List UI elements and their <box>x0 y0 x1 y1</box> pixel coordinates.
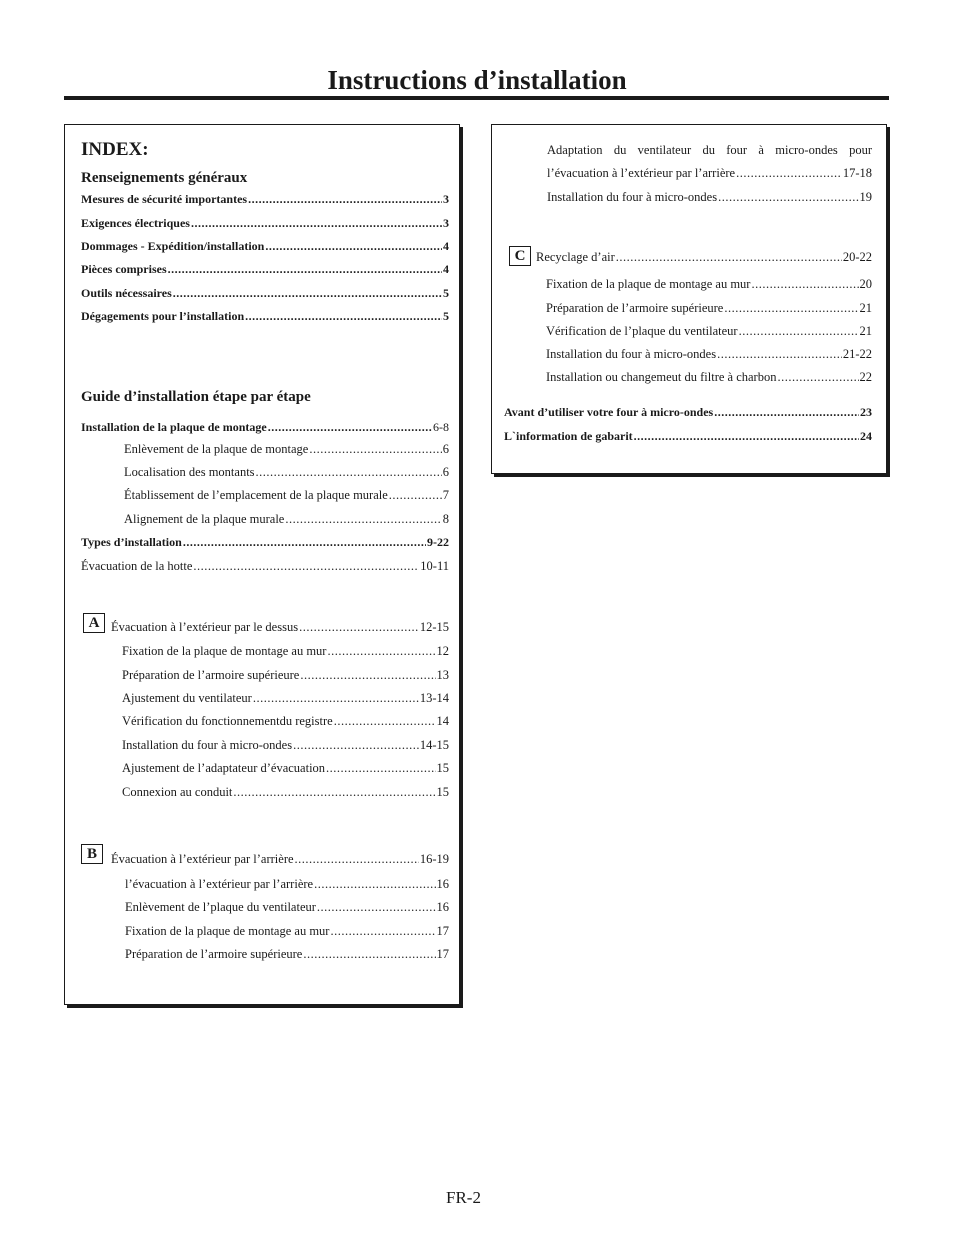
leader-dots <box>299 619 419 635</box>
leader-dots <box>303 946 435 962</box>
toc-entry-label: Recyclage d’air <box>536 250 615 264</box>
toc-entry-page: 20 <box>859 277 872 291</box>
toc-entry-page: 16 <box>436 877 449 891</box>
toc-entry-label: Préparation de l’armoire supérieure <box>122 668 300 682</box>
toc-entry-page: 5 <box>443 309 449 323</box>
section-tag-a: A <box>83 613 105 633</box>
toc-entry-label: Fixation de la plaque de montage au mur <box>125 924 330 938</box>
toc-entry-label: l’évacuation à l’extérieur par l’arrière <box>125 877 314 891</box>
toc-entry-label: Évacuation de la hotte <box>81 559 193 573</box>
step-guide-heading: Guide d’installation étape par étape <box>81 389 311 405</box>
leader-dots <box>616 249 842 265</box>
toc-entry-page: 8 <box>442 512 449 526</box>
toc-entry-page: 17-18 <box>842 166 872 180</box>
leader-dots <box>718 189 858 205</box>
toc-entry-page: 16 <box>436 900 449 914</box>
toc-entry-page: 4 <box>443 239 449 253</box>
toc-subentry[interactable] <box>124 441 449 457</box>
toc-entry-page: 6-8 <box>433 420 449 434</box>
leader-dots <box>751 276 858 292</box>
toc-entry-page: 15 <box>436 785 449 799</box>
toc-entry[interactable] <box>504 404 872 420</box>
toc-entry[interactable] <box>504 428 872 444</box>
leader-dots <box>285 511 441 527</box>
toc-entry-label: Types d’installation <box>81 535 182 549</box>
toc-entry-label: Enlèvement de l’plaque du ventilateur <box>125 900 316 914</box>
toc-entry-page: 7 <box>442 488 449 502</box>
toc-entry-label: Connexion au conduit <box>122 785 233 799</box>
toc-entry-label: Enlèvement de la plaque de montage <box>124 442 309 456</box>
toc-entry[interactable] <box>81 238 449 254</box>
toc-entry-page: 3 <box>443 192 449 206</box>
section-tag-b: B <box>81 844 103 864</box>
toc-entry[interactable] <box>81 534 449 550</box>
toc-entry-label: Établissement de l’emplacement de la plaque murale <box>124 488 388 502</box>
toc-entry-label: Dommages - Expédition/installation <box>81 239 265 253</box>
leader-dots <box>233 784 435 800</box>
toc-subentry[interactable] <box>122 713 449 729</box>
toc-entry-page: 5 <box>443 286 449 300</box>
toc-entry-page: 13 <box>436 668 449 682</box>
leader-dots <box>739 323 859 339</box>
leader-dots <box>295 851 419 867</box>
leader-dots <box>717 346 842 362</box>
leader-dots <box>268 419 432 435</box>
toc-entry[interactable] <box>81 285 449 301</box>
toc-entry-label: Fixation de la plaque de montage au mur <box>546 277 751 291</box>
toc-subentry[interactable] <box>546 369 872 385</box>
leader-dots <box>265 238 442 254</box>
toc-entry-page: 14-15 <box>419 738 449 752</box>
toc-entry[interactable] <box>111 619 449 635</box>
toc-entry-page: 12 <box>436 644 449 658</box>
toc-entry-label: Installation ou changemeut du filtre à charbon <box>546 370 777 384</box>
leader-dots <box>248 191 442 207</box>
leader-dots <box>777 369 858 385</box>
toc-entry-label: L`information de gabarit <box>504 429 633 443</box>
toc-entry[interactable] <box>536 249 872 265</box>
toc-subentry[interactable] <box>546 300 872 316</box>
toc-entry-label: Outils nécessaires <box>81 286 172 300</box>
toc-subentry[interactable] <box>547 165 872 181</box>
toc-entry-page: 23 <box>860 405 872 419</box>
toc-entry-page: 17 <box>436 947 449 961</box>
toc-entry-page: 10-11 <box>420 559 449 573</box>
toc-entry-page: 20-22 <box>842 250 872 264</box>
leader-dots <box>300 667 435 683</box>
leader-dots <box>736 165 842 181</box>
leader-dots <box>334 713 436 729</box>
leader-dots <box>330 923 435 939</box>
toc-entry-label: Évacuation à l’extérieur par le dessus <box>111 620 299 634</box>
toc-entry-label: Pièces comprises <box>81 262 167 276</box>
toc-entry[interactable] <box>81 191 449 207</box>
leader-dots <box>168 261 442 277</box>
toc-entry-page: 6 <box>442 465 449 479</box>
index-box-left <box>64 124 460 1005</box>
toc-entry-page: 19 <box>859 190 872 204</box>
toc-subentry[interactable] <box>122 643 449 659</box>
toc-entry-page: 17 <box>436 924 449 938</box>
toc-entry-page: 21 <box>859 324 872 338</box>
toc-entry[interactable] <box>81 558 449 574</box>
leader-dots <box>714 404 859 420</box>
toc-subentry[interactable] <box>122 667 449 683</box>
toc-entry-label: Alignement de la plaque murale <box>124 512 285 526</box>
toc-subentry[interactable] <box>125 899 449 915</box>
toc-subentry[interactable] <box>546 276 872 292</box>
toc-entry-page: 14 <box>436 714 449 728</box>
toc-entry-label: Exigences électriques <box>81 216 190 230</box>
leader-dots <box>193 558 419 574</box>
toc-entry-label: Installation du four à micro-ondes <box>122 738 293 752</box>
toc-entry-label: Dégagements pour l’installation <box>81 309 245 323</box>
toc-entry-label: Avant d’utiliser votre four à micro-ondes <box>504 405 714 419</box>
toc-entry-label: Vérification du fonctionnementdu registre <box>122 714 333 728</box>
toc-entry-label: Mesures de sécurité importantes <box>81 192 248 206</box>
toc-entry-label: Fixation de la plaque de montage au mur <box>122 644 327 658</box>
index-box-right <box>491 124 887 474</box>
toc-entry-page: 6 <box>442 442 449 456</box>
toc-subentry[interactable] <box>122 737 449 753</box>
leader-dots <box>634 428 859 444</box>
toc-entry-page: 4 <box>443 262 449 276</box>
toc-entry-page: 15 <box>436 761 449 775</box>
toc-subentry[interactable] <box>124 464 449 480</box>
toc-subentry[interactable] <box>547 189 872 205</box>
leader-dots <box>245 308 442 324</box>
toc-entry[interactable] <box>81 215 449 231</box>
leader-dots <box>724 300 858 316</box>
toc-entry-page: 16-19 <box>419 852 449 866</box>
toc-entry-page: 22 <box>859 370 872 384</box>
toc-subentry[interactable] <box>125 923 449 939</box>
toc-entry-page: 21 <box>859 301 872 315</box>
toc-entry-label: Installation du four à micro-ondes <box>546 347 717 361</box>
toc-entry-label: Préparation de l’armoire supérieure <box>125 947 303 961</box>
leader-dots <box>326 760 435 776</box>
toc-entry[interactable] <box>111 851 449 867</box>
general-info-heading: Renseignements généraux <box>81 170 248 186</box>
leader-dots <box>317 899 436 915</box>
toc-subentry[interactable] <box>546 323 872 339</box>
toc-entry-page: 3 <box>443 216 449 230</box>
toc-subentry[interactable] <box>122 690 449 706</box>
leader-dots <box>327 643 435 659</box>
leader-dots <box>309 441 441 457</box>
toc-entry-label: Ajustement du ventilateur <box>122 691 252 705</box>
leader-dots <box>173 285 442 301</box>
toc-entry[interactable] <box>81 261 449 277</box>
leader-dots <box>314 876 435 892</box>
toc-subentry[interactable] <box>122 784 449 800</box>
leader-dots <box>256 464 442 480</box>
toc-entry-label: Installation du four à micro-ondes <box>547 190 718 204</box>
toc-subentry[interactable] <box>125 946 449 962</box>
toc-entry-label: Vérification de l’plaque du ventilateur <box>546 324 738 338</box>
toc-entry-label: Évacuation à l’extérieur par l’arrière <box>111 852 294 866</box>
toc-entry-page: 24 <box>860 429 872 443</box>
toc-entry-label: Installation de la plaque de montage <box>81 420 267 434</box>
page-number: FR-2 <box>446 1188 481 1207</box>
toc-entry-page: 9-22 <box>427 535 449 549</box>
leader-dots <box>389 487 442 503</box>
index-heading: INDEX: <box>81 139 149 160</box>
toc-subentry[interactable] <box>124 487 449 503</box>
toc-entry-label: Ajustement de l’adaptateur d’évacuation <box>122 761 326 775</box>
leader-dots <box>183 534 426 550</box>
toc-entry-page: 12-15 <box>419 620 449 634</box>
title-rule <box>64 96 889 100</box>
toc-entry-page: 21-22 <box>842 347 872 361</box>
toc-entry-page: 13-14 <box>419 691 449 705</box>
toc-entry-label: Préparation de l’armoire supérieure <box>546 301 724 315</box>
leader-dots <box>293 737 419 753</box>
leader-dots <box>191 215 442 231</box>
toc-entry-label: l’évacuation à l’extérieur par l’arrière <box>547 166 736 180</box>
toc-entry-label: Adaptation du ventilateur du four à micro-ondes pour <box>547 143 872 157</box>
toc-entry-label: Localisation des montants <box>124 465 255 479</box>
toc-subentry[interactable] <box>546 346 872 362</box>
toc-subentry[interactable] <box>122 760 449 776</box>
toc-subentry[interactable] <box>125 876 449 892</box>
toc-entry[interactable] <box>81 419 449 435</box>
leader-dots <box>253 690 419 706</box>
toc-entry[interactable] <box>81 308 449 324</box>
section-tag-c: C <box>509 246 531 266</box>
page-title: Instructions d’installation <box>327 65 627 95</box>
toc-subentry[interactable] <box>124 511 449 527</box>
